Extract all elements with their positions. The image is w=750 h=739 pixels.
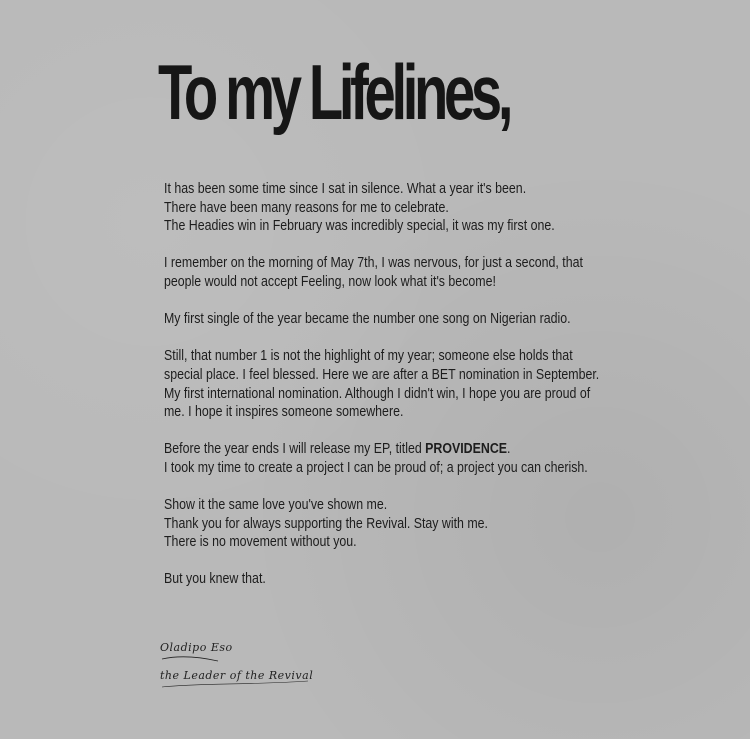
text-line: I took my time to create a project I can be proud of; a project you can cherish. [164, 459, 588, 476]
text-line: people would not accept Feeling, now look what it's become! [164, 273, 496, 290]
text-line: My first single of the year became the number one song on Nigerian radio. [164, 311, 571, 328]
text-line: special place. I feel blessed. Here we are after a BET nomination in September. [164, 366, 600, 383]
text-line: Show it the same love you've shown me. [164, 497, 388, 514]
text-line: I remember on the morning of May 7th, I was nervous, for just a second, that [164, 255, 583, 272]
letter-body [164, 180, 604, 608]
text-line: My first international nomination. Although I didn't win, I hope you are proud of [164, 385, 591, 402]
paragraph-3 [164, 310, 604, 329]
paragraph-4 [164, 347, 604, 421]
text-fragment: Before the year ends I will release my EP, titled [164, 441, 426, 458]
text-line: me. I hope it inspires someone somewhere. [164, 404, 404, 421]
text-line: Thank you for always supporting the Revival. Stay with me. [164, 515, 488, 532]
ep-title: PROVIDENCE [425, 441, 508, 458]
paragraph-2 [164, 254, 604, 291]
signature-flourish [160, 635, 320, 705]
signature-name: Oladipo Eso [160, 641, 233, 654]
text-line: There have been many reasons for me to celebrate. [164, 199, 449, 216]
signature-title: the Leader of the Revival [160, 669, 314, 682]
paragraph-6 [164, 496, 604, 552]
text-line: But you knew that. [164, 571, 266, 588]
text-line: Still, that number 1 is not the highlight of my year; someone else holds that [164, 348, 573, 365]
paragraph-1 [164, 180, 604, 236]
text-line: There is no movement without you. [164, 534, 357, 551]
text-line: The Headies win in February was incredibly special, it was my first one. [164, 218, 555, 235]
text-line [164, 440, 542, 459]
paragraph-7 [164, 570, 604, 589]
text-line: It has been some time since I sat in silence. What a year it's been. [164, 181, 527, 197]
text-fragment: . [507, 441, 511, 458]
paragraph-5 [164, 440, 604, 477]
signature [160, 635, 320, 705]
page-title: To my Lifelines, [158, 48, 510, 136]
